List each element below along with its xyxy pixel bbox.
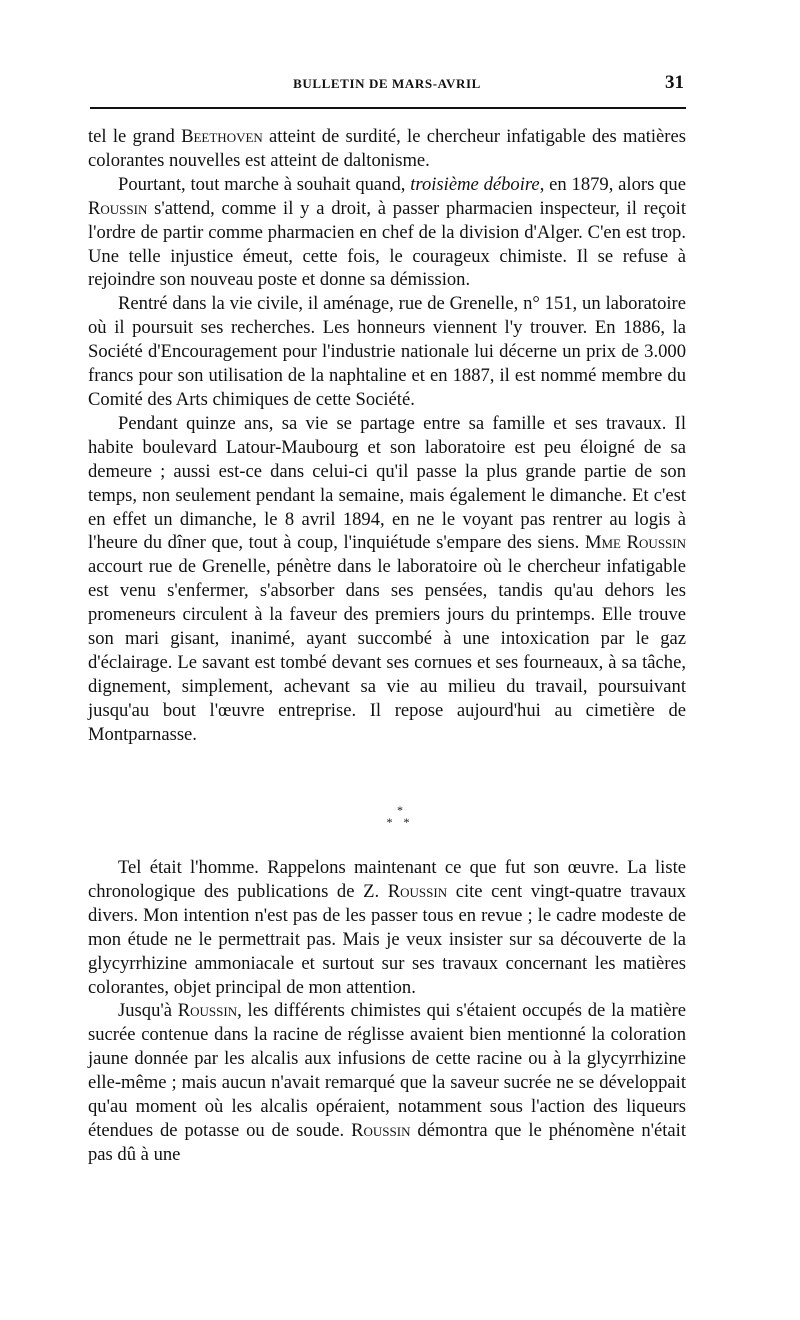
section-separator-asterism bbox=[0, 804, 800, 828]
text-block-biography bbox=[88, 125, 686, 747]
text-run: , en 1879, alors que bbox=[539, 173, 686, 195]
text-run: , les différents chimistes qui s'étaient occupés de la matière sucrée contenue dans la racine de réglisse avaient bien mentionné la coloration jaune donnée par les alcalis aux infusions de cette racine ou à la glycyrrhizine elle-même ; mais aucun n'avait remarqué que la saveur sucrée ne se développait qu'au moment où les alcalis opéraient, notamment sous l'action des liqueurs étendues de potasse ou de soude. bbox=[88, 1000, 686, 1141]
text-run: Pourtant, tout marche à souhait quand, bbox=[118, 173, 411, 195]
text-run: démontra que le phénomène n'était pas dû à une bbox=[88, 1119, 686, 1165]
text-run: accourt rue de Grenelle, pénètre dans le laboratoire où le chercheur infatigable est venu s'enfermer, s'absorber dans ses pensées, tandis qu'au dehors les promeneurs circulent à la faveur des premiers jours du printemps. Elle trouve son mari gisant, inanimé, ayant succombé à une intoxication par le gaz d'éclairage. Le savant est tombé devant ses cornues et ses fourneaux, à sa tâche, dignement, simplement, achevant sa vie au milieu du travail, poursuivant jusqu'au bout l'œuvre entreprise. Il repose aujourd'hui au cimetière de Montparnasse. bbox=[88, 556, 686, 745]
page-header bbox=[88, 72, 686, 104]
text-run: Pendant quinze ans, sa vie se partage entre sa famille et ses travaux. Il habite boulevard Latour-Maubourg et son laboratoire est peu éloigné de sa demeure ; aussi est-ce dans celui-ci qu'il passe la plus grande partie de son temps, non seulement pendant la semaine, mais également le dimanche. Et c'est en effet un dimanche, le 8 avril 1894, en ne le voyant pas rentrer au logis à l'heure du dîner que, tout à coup, l'inquiétude s'empare des siens. bbox=[88, 412, 686, 554]
running-title: BULLETIN DE MARS-AVRIL bbox=[293, 76, 481, 91]
name-roussin: Roussin bbox=[387, 880, 448, 902]
name-beethoven: Beethoven bbox=[181, 126, 263, 147]
text-run: s'attend, comme il y a droit, à passer pharmacien inspecteur, il reçoit l'ordre de partir comme pharmacien en chef de la division d'Alger. C'en est trop. Une telle injustice émeut, cette fois, le courageux chimiste. Il se refuse à rejoindre son nouveau poste et donne sa démission. bbox=[88, 197, 686, 291]
paragraph-deafness bbox=[88, 125, 686, 173]
text-run: Tel était l'homme. Rappelons maintenant ce que fut son œuvre. La liste chronologique des publications de Z. bbox=[88, 857, 686, 902]
name-roussin: Roussin bbox=[88, 197, 148, 219]
asterism-bottom: * * bbox=[386, 815, 414, 829]
name-roussin: Roussin bbox=[177, 1000, 238, 1022]
paragraph-glycyrrhizine bbox=[88, 999, 686, 1166]
asterism-top: * bbox=[397, 803, 403, 817]
name-mme-roussin bbox=[585, 532, 686, 553]
name-roussin: Roussin bbox=[626, 532, 686, 554]
text-run: Jusqu'à bbox=[118, 1000, 178, 1022]
paragraph-publications bbox=[88, 856, 686, 999]
paragraph-death bbox=[88, 412, 686, 747]
emphasis-troisieme-deboire: troisième déboire bbox=[410, 173, 540, 195]
title-mme: Mme bbox=[584, 532, 621, 554]
text-run: tel le grand bbox=[88, 126, 182, 147]
header-rule bbox=[90, 107, 686, 109]
name-roussin: Roussin bbox=[351, 1119, 411, 1141]
paragraph-civil-life: Rentré dans la vie civile, il aménage, rue de Grenelle, n° 151, un laboratoire où il poursuit ses recherches. Les honneurs viennent l'y trouver. En 1886, la Société d'Encouragement pour l'industrie nationale lui décerne un prix de 3.000 francs pour son utilisation de la naphtaline et en 1887, il est nommé membre du Comité des Arts chimiques de cette Société. bbox=[88, 293, 686, 410]
text-block-work bbox=[88, 856, 686, 1167]
text-run: cite cent vingt-quatre travaux divers. Mon intention n'est pas de les passer tous en revue ; le cadre modeste de mon étude ne le permettrait pas. Mais je veux insister sur sa découverte de la glycyrrhizine ammoniacale et surtout sur ses travaux concernant les matières colorantes, objet principal de mon attention. bbox=[88, 880, 686, 998]
text-run: atteint de surdité, le chercheur infatigable des matières colorantes nouvelles est atteint de daltonisme. bbox=[88, 126, 686, 171]
paragraph-resignation bbox=[88, 173, 686, 293]
page-number: 31 bbox=[665, 72, 684, 93]
